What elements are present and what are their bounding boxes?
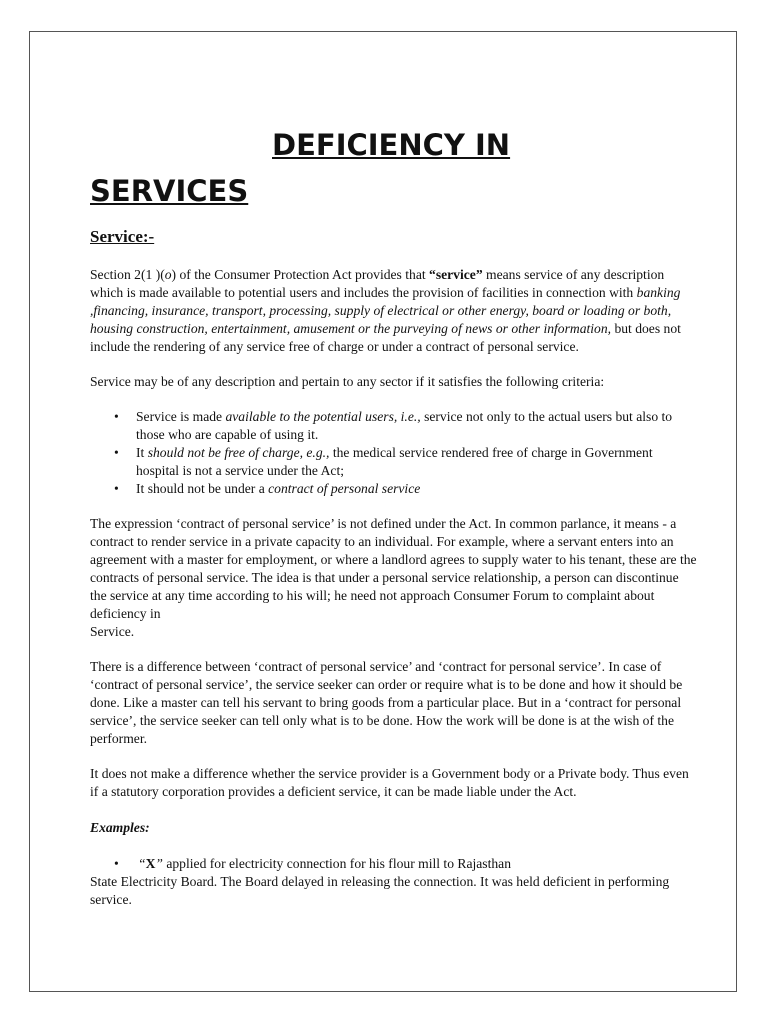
example-person-name: X (145, 856, 156, 872)
paragraph-difference: There is a difference between ‘contract of personal service’ and ‘contract for personal service’. In case of ‘contract of personal service’, the service seeker can order or require what is to be done and how it should be done. Like a master can tell his servant to bring goods from a particular place. But in a ‘contract for personal service’, the service seeker can tell only what is to be done. How the work will be done is at the wish of the performer. (90, 659, 683, 746)
section-heading-service: Service:- (90, 227, 155, 246)
bullet-icon: • (114, 856, 119, 872)
document-page (29, 31, 737, 992)
example-continuation: State Electricity Board. The Board delayed in releasing the connection. It was held deficient in performing service. (90, 874, 670, 908)
definition-part-c: ) of the Consumer Protection Act provides that (171, 266, 430, 282)
definition-part-a: Section 2(1 )( (90, 266, 165, 282)
paragraph-definition (90, 266, 698, 356)
paragraph-criteria-intro: Service may be of any description and pertain to any sector if it satisfies the following criteria: (90, 373, 605, 389)
definition-part-b: o (164, 266, 172, 282)
definition-part-g: but does not include the rendering of any service free of charge or under a contract of personal service. (90, 320, 681, 354)
list-item: • It should not be free of charge, e.g., the medical service rendered free of charge in Government hospital is not a service under the Act; (114, 445, 653, 479)
bullet-icon: • (114, 445, 119, 461)
list-item: • It should not be under a contract of personal service (114, 480, 421, 496)
examples-list (90, 855, 698, 873)
examples-heading: Examples: (90, 819, 150, 835)
bullet-icon: • (114, 480, 119, 496)
title-line-1: DEFICIENCY IN (272, 128, 511, 162)
definition-facilities: banking ,financing, insurance, transport, processing, supply of electrical or other energy, board or loading or both, housing construction, entertainment, amusement or the purveying of news or other information, (90, 284, 681, 336)
definition-service-term: “service” (429, 266, 483, 282)
paragraph-contract-of-personal-service: The expression ‘contract of personal service’ is not defined under the Act. In common parlance, it means - a contract to render service in a private capacity to an individual. For example, where a servant enters into an agreement with a master for employment, or where a landlord agrees to supply water to his tenant, these are the contracts of personal service. The idea is that under a personal service relationship, a person can discontinue the service at any time according to his will; he need not approach Consumer Forum to complaint about deficiency in Service. (90, 516, 697, 639)
bullet-icon: • (114, 409, 119, 425)
paragraph-government-body: It does not make a difference whether the service provider is a Government body or a Private body. Thus even if a statutory corporation provides a deficient service, it can be made liable under the Act. (90, 766, 689, 800)
list-item: • “X” applied for electricity connection for his flour mill to Rajasthan (114, 856, 512, 872)
criteria-list (90, 408, 698, 498)
document-body (90, 122, 698, 909)
definition-part-e: means service of any description which is made available to potential users and includes the provision of facilities in connection with (90, 266, 665, 300)
document-title (90, 122, 698, 214)
title-line-2: SERVICES (90, 174, 249, 208)
list-item: • Service is made available to the potential users, i.e., service not only to the actual users but also to those who are capable of using it. (114, 409, 673, 443)
